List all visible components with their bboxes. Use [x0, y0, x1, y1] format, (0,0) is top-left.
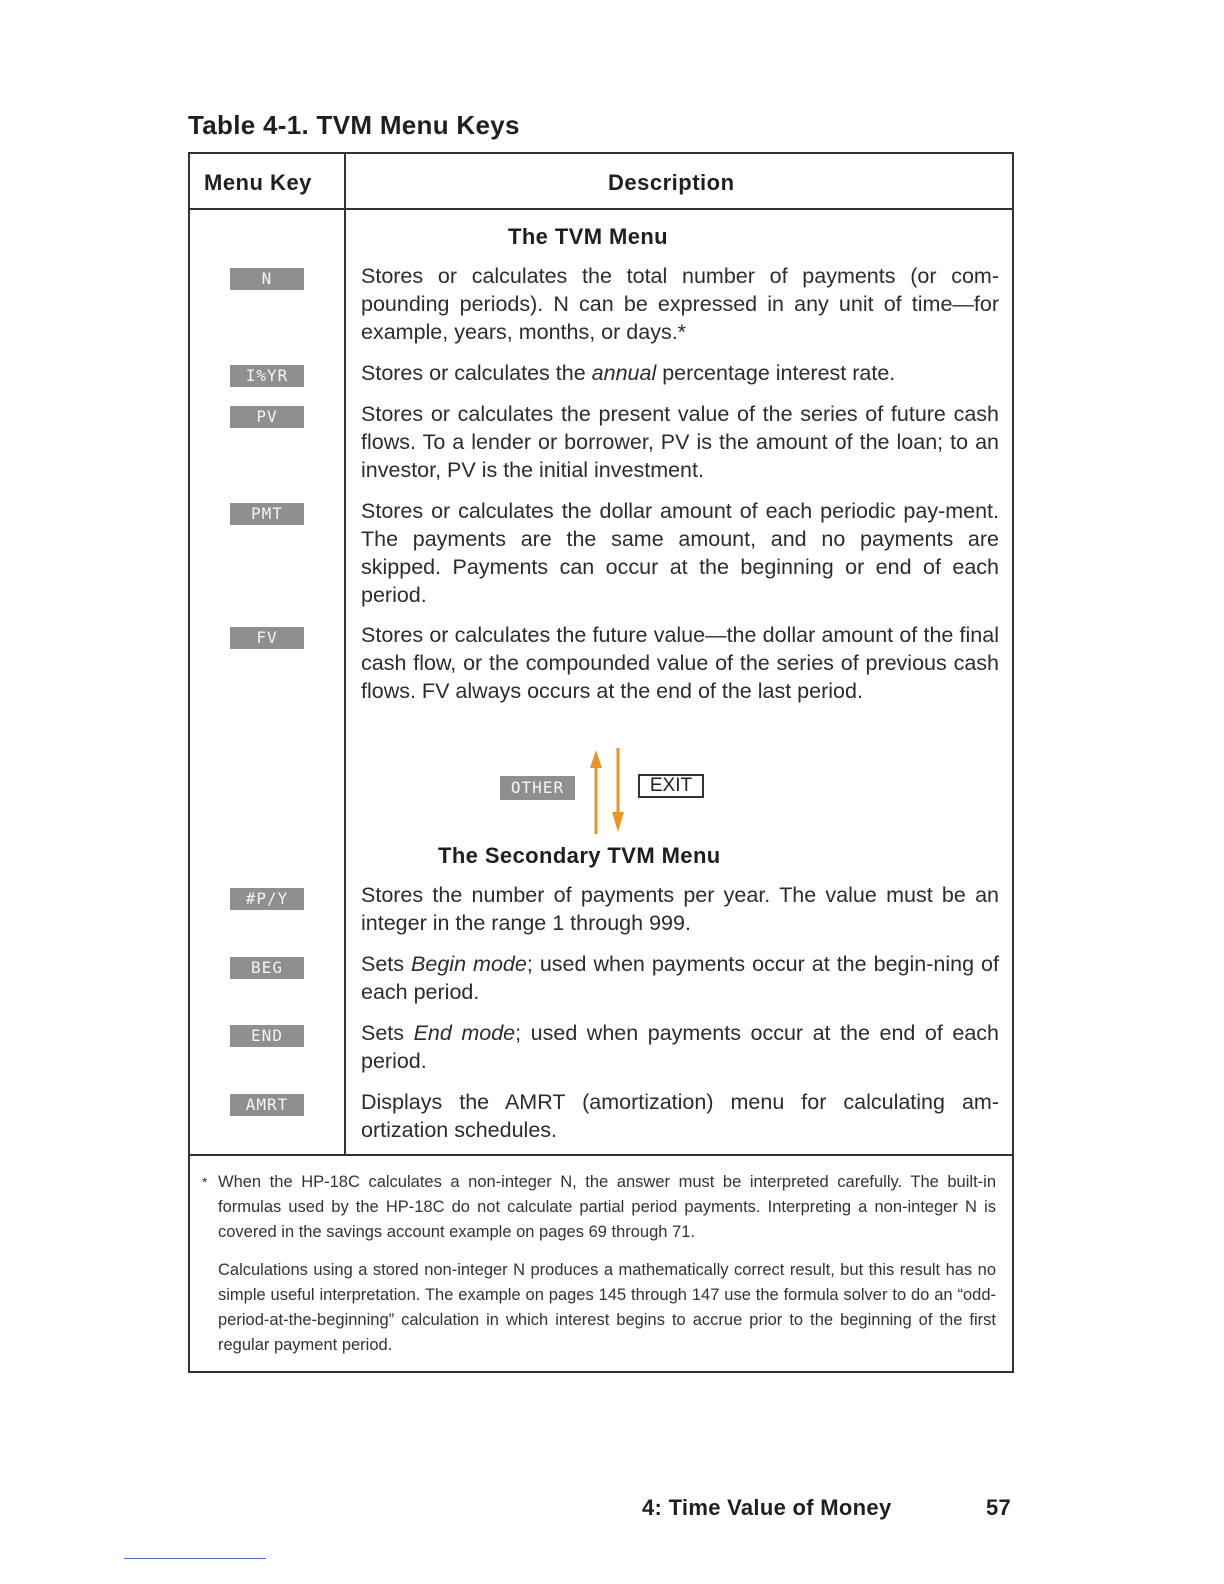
- menu-key-p-y[interactable]: #P/Y: [230, 888, 304, 910]
- description-fv: Stores or calculates the future value—the dollar amount of the final cash flow, or the compounded value of the series of previous cash flows. FV always occurs at the end of the last period.: [361, 623, 999, 703]
- menu-key-n[interactable]: N: [230, 268, 304, 290]
- margin-rule: [124, 1558, 266, 1559]
- description-end: Sets End mode; used when payments occur at the end of each period.: [361, 1021, 999, 1073]
- description-pmt: Stores or calculates the dollar amount of each periodic pay-ment. The payments are the same amount, and no payments are skipped. Payments can occur at the beginning or end of each period.: [361, 499, 999, 607]
- header-divider: [190, 208, 1012, 210]
- secondary-tvm-menu-heading: The Secondary TVM Menu: [438, 843, 721, 868]
- description-beg: Sets Begin mode; used when payments occur at the begin-ning of each period.: [361, 952, 999, 1004]
- description-amrt: Displays the AMRT (amortization) menu for calculating am-ortization schedules.: [361, 1090, 999, 1142]
- menu-switch-arrows-icon: [582, 746, 632, 836]
- column-divider: [344, 154, 346, 1156]
- chapter-footer: 4: Time Value of Money: [642, 1495, 892, 1520]
- menu-key-amrt[interactable]: AMRT: [230, 1094, 304, 1116]
- menu-key-fv[interactable]: FV: [230, 627, 304, 649]
- footnote-marker: *: [202, 1174, 208, 1190]
- menu-key-pv[interactable]: PV: [230, 406, 304, 428]
- description-n: Stores or calculates the total number of payments (or com-pounding periods). N can be expressed in any unit of time—for example, years, months, or days.*: [361, 264, 999, 344]
- footnote-paragraph-2: Calculations using a stored non-integer N produces a mathematically correct result, but this result has no simple useful interpretation. The example on pages 145 through 147 use the formula solver to do an “odd-period-at-the-beginning” calculation in which interest begins to accrue prior to the beginning of the first regular payment period.: [218, 1261, 996, 1354]
- menu-key-pmt[interactable]: PMT: [230, 503, 304, 525]
- description-p-y: Stores the number of payments per year. The value must be an integer in the range 1 through 999.: [361, 883, 999, 935]
- other-menu-key[interactable]: OTHER: [500, 776, 575, 800]
- tvm-menu-keys-table: [188, 152, 1014, 1373]
- menu-key-end[interactable]: END: [230, 1025, 304, 1047]
- footnote-divider: [190, 1154, 1012, 1156]
- description-pv: Stores or calculates the present value of the series of future cash flows. To a lender or borrower, PV is the amount of the loan; to an investor, PV is the initial investment.: [361, 402, 999, 482]
- description-header: Description: [608, 170, 735, 195]
- footnote-paragraph-1: When the HP-18C calculates a non-integer N, the answer must be interpreted carefully. The built-in formulas used by the HP-18C do not calculate partial period payments. Interpreting a non-integer N is covered in the savings account example on pages 69 through 71.: [218, 1173, 996, 1241]
- exit-key[interactable]: EXIT: [638, 774, 704, 798]
- table-title: Table 4-1. TVM Menu Keys: [188, 110, 520, 140]
- tvm-menu-heading: The TVM Menu: [508, 224, 669, 249]
- menu-key-header: Menu Key: [204, 170, 312, 195]
- page-number: 57: [986, 1495, 1012, 1520]
- description-i-yr: Stores or calculates the annual percentage interest rate.: [361, 361, 896, 385]
- menu-key-beg[interactable]: BEG: [230, 957, 304, 979]
- menu-key-i-yr[interactable]: I%YR: [230, 365, 304, 387]
